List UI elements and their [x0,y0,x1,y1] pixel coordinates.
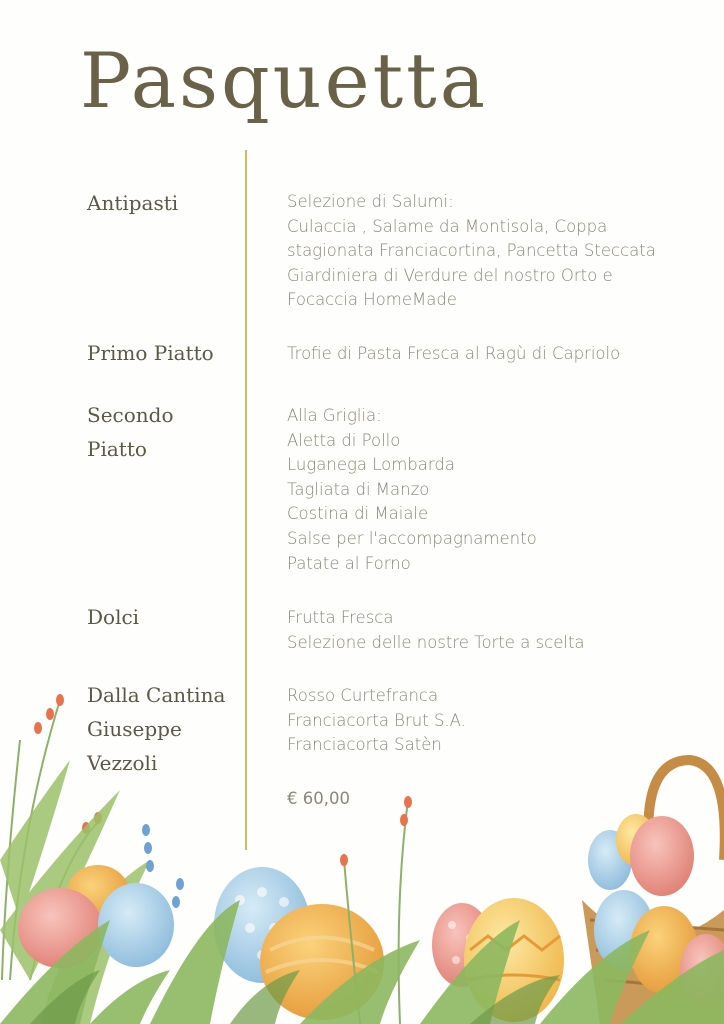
menu-item: Tagliata di Manzo [287,479,430,499]
menu-price: € 60,00 [287,789,350,808]
section-label [87,186,247,220]
section-label [87,336,247,370]
menu-item: Costina di Maiale [287,504,429,524]
menu-item: Luganega Lombarda [287,455,455,475]
section-label [87,398,247,466]
menu-item: Alla Griglia: [287,406,382,425]
menu-item: Selezione delle nostre Torte a scelta [287,632,585,652]
menu-item: Rosso Curtefranca [287,686,439,705]
section-label-line: Secondo [87,403,174,427]
egg-blue-left [98,883,174,967]
menu-item: Aletta di Pollo [287,430,401,450]
easter-eggs-illustration [0,680,724,1024]
menu-item: Selezione di Salumi: [287,192,454,211]
section-label-line: Primo Piatto [87,341,214,365]
menu-item: Focaccia HomeMade [287,290,457,310]
section-items [287,342,707,367]
section-label-line: Dalla Cantina [87,683,226,707]
menu-item: stagionata Franciacortina, Pancetta Steccata [287,241,656,261]
menu-item: Frutta Fresca [287,608,394,627]
section-items [287,190,707,313]
menu-item: Patate al Forno [287,553,411,573]
menu-item: Franciacorta Brut S.A. [287,710,466,730]
section-items [287,606,707,655]
menu-item: Trofie di Pasta Fresca al Ragù di Capriolo [287,344,621,363]
menu-item: Salse per l'accompagnamento [287,528,537,548]
section-label-line: Dolci [87,605,140,629]
section-label [87,600,247,634]
section-items [287,404,707,576]
menu-title: Pasquetta [80,36,489,125]
menu-item: Culaccia , Salame da Montisola, Coppa [287,216,608,236]
menu-item: Giardiniera di Verdure del nostro Orto e [287,265,613,285]
section-label-line: Piatto [87,437,147,461]
section-label-line: Antipasti [87,191,179,215]
section-label-line: Vezzoli [87,751,158,775]
section-label-line: Giuseppe [87,717,182,741]
menu-item: Franciacorta Satèn [287,735,442,755]
